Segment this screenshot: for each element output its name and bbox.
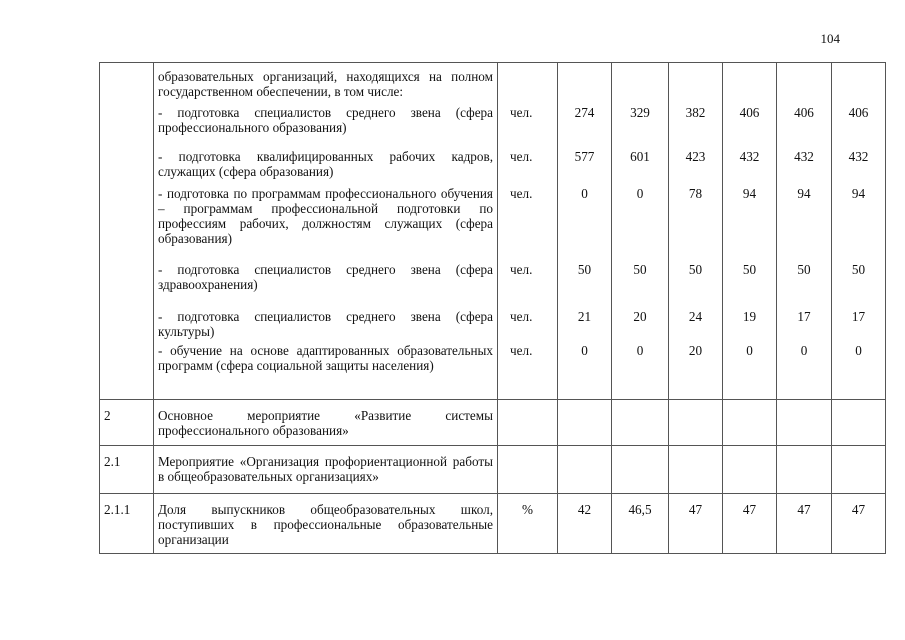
table-row bbox=[100, 309, 886, 343]
table-row bbox=[100, 186, 886, 262]
table-row bbox=[100, 343, 886, 400]
row-unit: чел. bbox=[498, 186, 558, 262]
row-value-year-6 bbox=[832, 446, 886, 494]
row-unit: чел. bbox=[498, 262, 558, 309]
row-value-year-6 bbox=[832, 400, 886, 446]
row-description-text: Основное мероприятие «Развитие системы профессионального образования» bbox=[158, 408, 493, 439]
row-description bbox=[154, 63, 498, 105]
row-unit bbox=[498, 63, 558, 105]
row-value-year-2: 20 bbox=[612, 309, 669, 343]
page-number: 104 bbox=[820, 31, 840, 46]
row-value-year-6: 47 bbox=[832, 494, 886, 554]
row-number bbox=[100, 309, 154, 343]
row-value-year-1: 274 bbox=[558, 105, 612, 149]
row-description bbox=[154, 343, 498, 400]
row-description-text: образовательных организаций, находящихся на полном государственном обеспечении, в том числе: bbox=[158, 69, 493, 100]
row-unit bbox=[498, 446, 558, 494]
row-description-text: - подготовка по программам профессионального обучения – программам профессиональной подготовки по профессиям рабочих, должностям служащих (сфера образования) bbox=[158, 185, 493, 247]
row-value-year-4 bbox=[723, 63, 777, 105]
row-unit: % bbox=[498, 494, 558, 554]
row-value-year-4 bbox=[723, 446, 777, 494]
row-value-year-2 bbox=[612, 63, 669, 105]
row-description-text: Мероприятие «Организация профориентационной работы в общеобразовательных организациях» bbox=[158, 454, 493, 485]
row-value-year-1: 50 bbox=[558, 262, 612, 309]
row-value-year-5 bbox=[777, 400, 832, 446]
row-number: 2.1 bbox=[100, 446, 154, 494]
row-value-year-2: 601 bbox=[612, 149, 669, 186]
row-value-year-1 bbox=[558, 63, 612, 105]
row-value-year-4: 0 bbox=[723, 343, 777, 400]
row-value-year-4: 406 bbox=[723, 105, 777, 149]
row-value-year-2: 50 bbox=[612, 262, 669, 309]
row-number bbox=[100, 105, 154, 149]
row-description-text: - обучение на основе адаптированных образовательных программ (сфера социальной защиты населения) bbox=[158, 342, 493, 373]
table-row bbox=[100, 446, 886, 494]
table-row bbox=[100, 63, 886, 105]
row-value-year-6: 406 bbox=[832, 105, 886, 149]
row-description bbox=[154, 105, 498, 149]
row-value-year-4 bbox=[723, 400, 777, 446]
row-value-year-4: 94 bbox=[723, 186, 777, 262]
table-row bbox=[100, 494, 886, 554]
row-value-year-5: 432 bbox=[777, 149, 832, 186]
row-description bbox=[154, 400, 498, 446]
row-value-year-3 bbox=[669, 446, 723, 494]
row-value-year-3: 24 bbox=[669, 309, 723, 343]
row-unit: чел. bbox=[498, 309, 558, 343]
row-description-text: Доля выпускников общеобразовательных школ, поступивших в профессиональные образовательные организации bbox=[158, 502, 493, 548]
row-number bbox=[100, 63, 154, 105]
row-value-year-2: 0 bbox=[612, 186, 669, 262]
indicators-table bbox=[99, 62, 886, 554]
row-description bbox=[154, 446, 498, 494]
table-row bbox=[100, 149, 886, 186]
row-description-text: - подготовка специалистов среднего звена (сфера культуры) bbox=[158, 308, 493, 339]
row-description bbox=[154, 494, 498, 554]
row-value-year-6: 0 bbox=[832, 343, 886, 400]
row-description-text: - подготовка квалифицированных рабочих кадров, служащих (сфера образования) bbox=[158, 148, 493, 179]
row-value-year-1: 577 bbox=[558, 149, 612, 186]
row-value-year-2: 46,5 bbox=[612, 494, 669, 554]
row-value-year-6: 17 bbox=[832, 309, 886, 343]
row-number bbox=[100, 262, 154, 309]
row-description-text: - подготовка специалистов среднего звена (сфера здравоохранения) bbox=[158, 261, 493, 292]
row-number: 2 bbox=[100, 400, 154, 446]
row-unit bbox=[498, 400, 558, 446]
table-row bbox=[100, 105, 886, 149]
row-value-year-3 bbox=[669, 63, 723, 105]
row-value-year-3: 382 bbox=[669, 105, 723, 149]
row-value-year-6: 432 bbox=[832, 149, 886, 186]
row-unit: чел. bbox=[498, 343, 558, 400]
row-value-year-3: 423 bbox=[669, 149, 723, 186]
row-value-year-3: 20 bbox=[669, 343, 723, 400]
table-row bbox=[100, 400, 886, 446]
row-value-year-5: 47 bbox=[777, 494, 832, 554]
row-value-year-1: 0 bbox=[558, 343, 612, 400]
row-value-year-1: 21 bbox=[558, 309, 612, 343]
row-value-year-2: 0 bbox=[612, 343, 669, 400]
row-value-year-2: 329 bbox=[612, 105, 669, 149]
row-value-year-5: 0 bbox=[777, 343, 832, 400]
row-value-year-4: 47 bbox=[723, 494, 777, 554]
row-value-year-1 bbox=[558, 400, 612, 446]
row-value-year-6 bbox=[832, 63, 886, 105]
table-row bbox=[100, 262, 886, 309]
row-value-year-4: 432 bbox=[723, 149, 777, 186]
row-description bbox=[154, 262, 498, 309]
row-unit: чел. bbox=[498, 105, 558, 149]
row-value-year-1: 0 bbox=[558, 186, 612, 262]
row-number: 2.1.1 bbox=[100, 494, 154, 554]
row-value-year-6: 94 bbox=[832, 186, 886, 262]
row-value-year-1 bbox=[558, 446, 612, 494]
row-number bbox=[100, 186, 154, 262]
row-unit: чел. bbox=[498, 149, 558, 186]
row-value-year-5 bbox=[777, 63, 832, 105]
row-value-year-3: 47 bbox=[669, 494, 723, 554]
row-value-year-3 bbox=[669, 400, 723, 446]
row-description bbox=[154, 149, 498, 186]
row-value-year-2 bbox=[612, 400, 669, 446]
row-value-year-4: 50 bbox=[723, 262, 777, 309]
row-description bbox=[154, 186, 498, 262]
row-value-year-3: 50 bbox=[669, 262, 723, 309]
row-value-year-5: 94 bbox=[777, 186, 832, 262]
row-value-year-5: 17 bbox=[777, 309, 832, 343]
row-description bbox=[154, 309, 498, 343]
row-number bbox=[100, 149, 154, 186]
row-value-year-5 bbox=[777, 446, 832, 494]
row-value-year-6: 50 bbox=[832, 262, 886, 309]
row-value-year-3: 78 bbox=[669, 186, 723, 262]
row-value-year-4: 19 bbox=[723, 309, 777, 343]
row-value-year-1: 42 bbox=[558, 494, 612, 554]
row-value-year-5: 50 bbox=[777, 262, 832, 309]
row-number bbox=[100, 343, 154, 400]
row-value-year-5: 406 bbox=[777, 105, 832, 149]
row-description-text: - подготовка специалистов среднего звена (сфера профессионального образования) bbox=[158, 104, 493, 135]
row-value-year-2 bbox=[612, 446, 669, 494]
